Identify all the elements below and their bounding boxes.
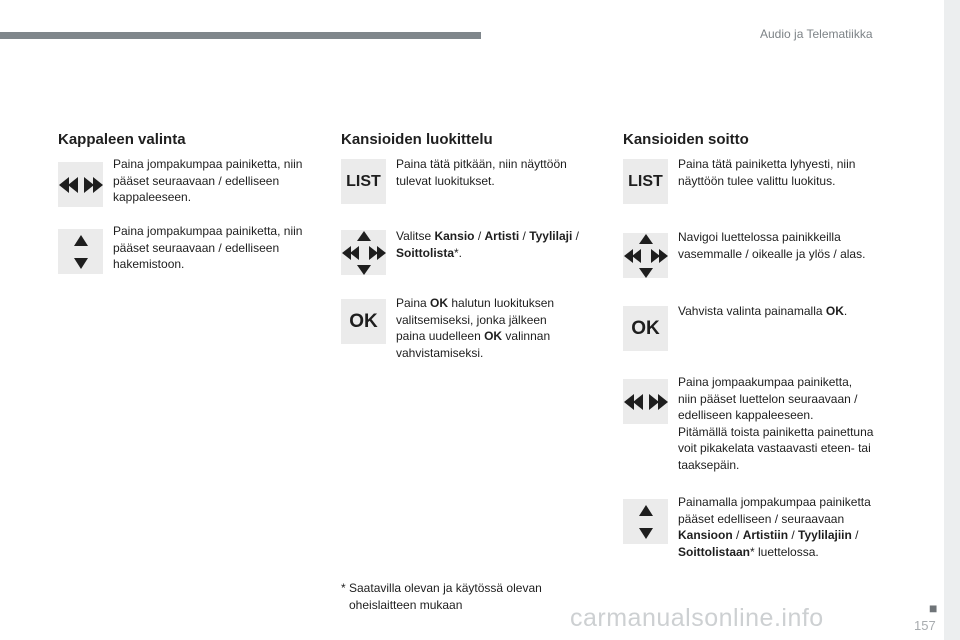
section-title-play: Kansioiden soitto [623, 131, 749, 148]
section-title-track: Kappaleen valinta [58, 131, 186, 148]
footnote [341, 580, 542, 613]
side-marker: ■ [929, 600, 938, 616]
classify-item-2-text: Valitse Kansio / Artisti / Tyylilaji / Soittolista*. [396, 229, 579, 260]
page-header-title: Audio ja Telematiikka [760, 27, 873, 41]
up-down-arrows-icon [58, 229, 103, 274]
page-number: 157 [914, 618, 936, 633]
ok-icon-label: OK [631, 317, 660, 339]
up-down-arrows-icon [623, 499, 668, 544]
list-button-icon [623, 159, 668, 204]
side-strip [944, 0, 960, 640]
ok-button-icon [341, 299, 386, 344]
list-icon-label: LIST [346, 172, 381, 190]
classify-item-3-text: Paina OK halutun luokituksen valitsemiseksi, jonka jälkeen paina uudelleen OK valinnan vahvistamiseksi. [396, 296, 555, 360]
play-item-2-text: Navigoi luettelossa painikkeilla vasemmalle / oikealle ja ylös / alas. [678, 230, 866, 261]
section-title-classify: Kansioiden luokittelu [341, 131, 493, 148]
four-way-arrows-icon [341, 230, 386, 275]
play-item-5-text: Painamalla jompakumpaa painiketta pääset edelliseen / seuraavaan Kansioon / Artistiin / Tyylilajiin / Soittolistaan* luettelossa. [678, 495, 871, 559]
watermark: carmanualsonline.info [570, 604, 824, 632]
list-icon-label: LIST [628, 172, 663, 190]
ok-icon-label: OK [349, 310, 378, 332]
track-item-2-text: Paina jompakumpaa painiketta, niin pääset seuraavaan / edelliseen hakemistoon. [113, 224, 303, 271]
classify-item-1-text: Paina tätä pitkään, niin näyttöön tulevat luokitukset. [396, 157, 567, 188]
track-item-1-text: Paina jompakumpaa painiketta, niin pääset seuraavaan / edelliseen kappaleeseen. [113, 157, 303, 204]
play-item-1-text: Paina tätä painiketta lyhyesti, niin näyttöön tulee valittu luokitus. [678, 157, 856, 188]
play-item-3-text: Vahvista valinta painamalla OK. [678, 304, 848, 318]
header-bar [0, 32, 481, 39]
rewind-forward-icon [58, 162, 103, 207]
play-item-4-text: Paina jompaakumpaa painiketta, niin pääset luettelon seuraavaan / edelliseen kappaleeseen. Pitämällä toista painiketta painettuna voit pikakelata vastaavasti eteen- tai taaksepäin. [678, 375, 874, 472]
ok-button-icon [623, 306, 668, 351]
four-way-arrows-icon [623, 233, 668, 278]
list-button-icon [341, 159, 386, 204]
footnote-line-2: oheislaitteen mukaan [349, 597, 463, 612]
rewind-forward-icon [623, 379, 668, 424]
footnote-line-1: * Saatavilla olevan ja käytössä olevan [341, 581, 542, 595]
